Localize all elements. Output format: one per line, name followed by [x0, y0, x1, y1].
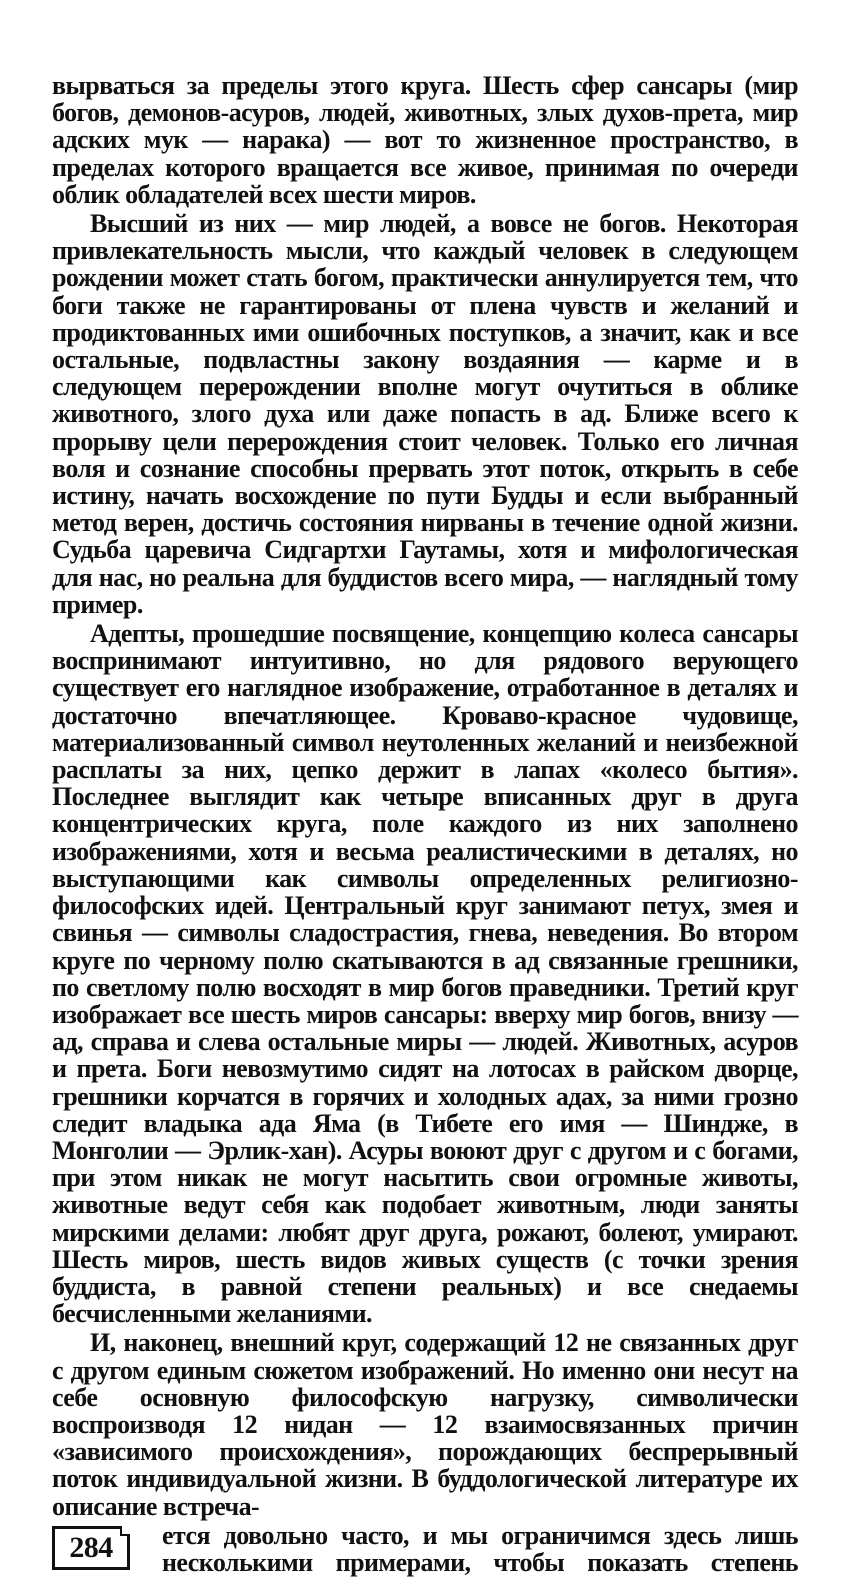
footer-line-2: несколькими примерами, чтобы показать степень [162, 1547, 798, 1577]
page-number: 284 [52, 1526, 130, 1570]
paragraph-4: И, наконец, внешний круг, содержащий 12 не связанных друг с другом единым сюжетом изображений. Но именно они несут на себе основную философскую нагрузку, символически воспроизводя 12 нидан — 12 взаимосвязанных причин «зависимого происхождения», порождающих беспрерывный поток индивидуальной жизни. В буддологической литературе их описание встреча- [52, 1328, 798, 1521]
page-body [52, 72, 798, 1580]
footer-line-1: ется довольно часто, и мы ограничимся здесь лишь [162, 1520, 798, 1550]
paragraph-2: Высший из них — мир людей, а вовсе не богов. Некоторая привлекательность мысли, что каждый человек в следующем рождении может стать богом, практически аннулируется тем, что боги также не гарантированы от плена чувств и желаний и продиктованных ими ошибочных поступков, а значит, как и все остальные, подвластны закону воздаяния — карме и в следующем перерождении вполне могут очутиться в облике животного, злого духа или даже попасть в ад. Ближе всего к прорыву цели перерождения стоит человек. Только его личная воля и сознание способны прервать этот поток, открыть в себе истину, начать восхождение по пути Будды и если выбранный метод верен, достичь состояния нирваны в течение одной жизни. Судьба царевича Сидгартхи Гаутамы, хотя и мифологическая для нас, но реальна для буддистов всего мира, — наглядный тому пример. [52, 209, 798, 619]
paragraph-3: Адепты, прошедшие посвящение, концепцию колеса сансары воспринимают интуитивно, но для рядового верующего существует его наглядное изображение, отработанное в деталях и достаточно впечатляющее. Кроваво-красное чудовище, материализованный символ неутоленных желаний и неизбежной расплаты за них, цепко держит в лапах «колесо бытия». Последнее выглядит как четыре вписанных друг в друга концентрических круга, поле каждого из них заполнено изображениями, хотя и весьма реалистическими в деталях, но выступающими как символы определенных религиозно-философских идей. Центральный круг занимают петух, змея и свинья — символы сладострастия, гнева, неведения. Во втором круге по черному полю скатываются в ад связанные грешники, по светлому полю восходят в мир богов праведники. Третий круг изображает все шесть миров сансары: вверху мир богов, внизу — ад, справа и слева остальные миры — людей. Животных, асуров и прета. Боги невозмутимо сидят на лотосах в райском дворце, грешники корчатся в горячих и холодных адах, за ними грозно следит владыка ада Яма (в Тибете его имя — Шиндже, в Монголии — Эрлик-хан). Асуры воюют друг с другом и с богами, при этом никак не могут насытить свои огромные животы, животные ведут себя как подобает животным, люди заняты мирскими делами: любят друг друга, рожают, болеют, умирают. Шесть миров, шесть видов живых существ (с точки зрения буддиста, в равной степени реальных) и все снедаемы бесчисленными желаниями. [52, 619, 798, 1329]
paragraph-1: вырваться за пределы этого круга. Шесть сфер сансары (мир богов, демонов-асуров, людей, животных, злых духов-прета, мир адских мук — нарака) — вот то жизненное пространство, в пределах которого вращается все живое, принимая по очереди облик обладателей всех шести миров. [52, 71, 798, 209]
footer-text [162, 1522, 798, 1576]
page-footer [52, 1522, 798, 1580]
